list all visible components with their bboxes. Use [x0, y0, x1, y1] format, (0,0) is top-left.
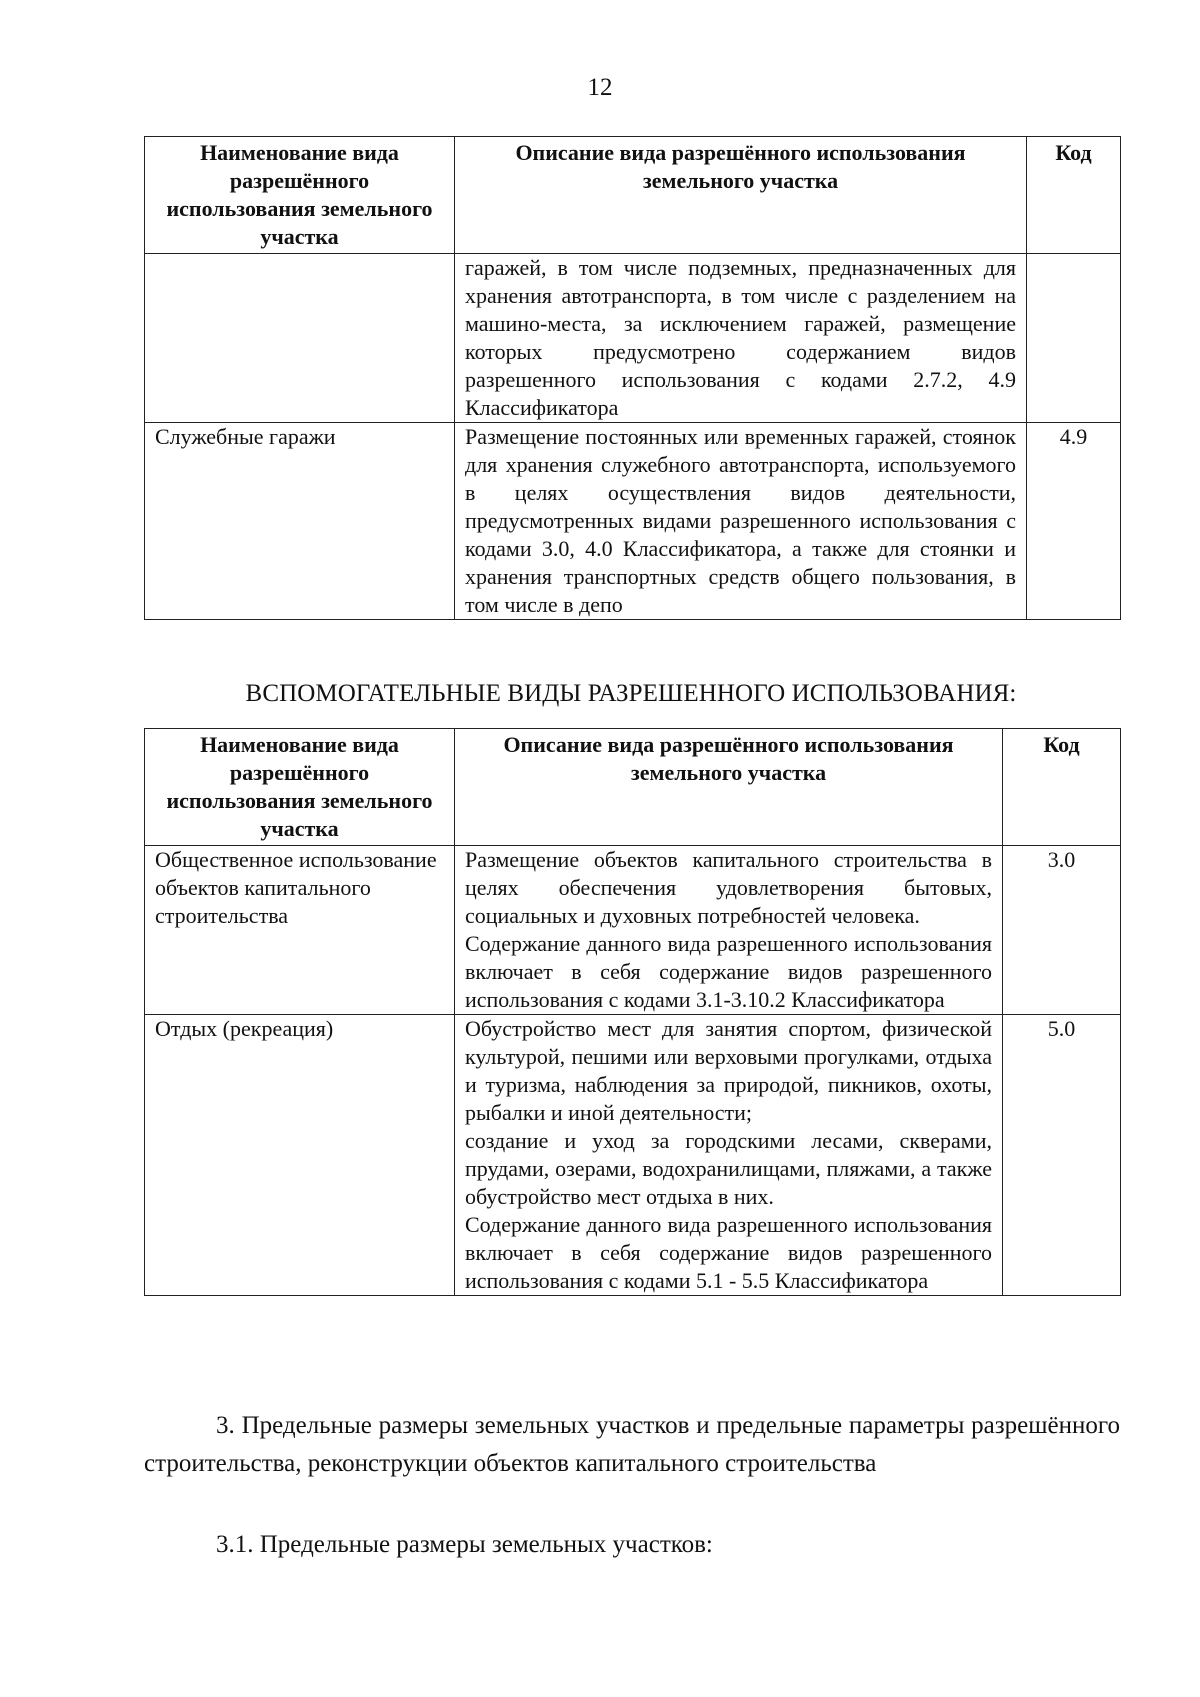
row-name — [145, 254, 455, 423]
section-heading: ВСПОМОГАТЕЛЬНЫЕ ВИДЫ РАЗРЕШЕННОГО ИСПОЛЬЗОВАНИЯ: — [245, 680, 1017, 707]
header-code: Код — [1003, 729, 1121, 846]
row-description — [455, 254, 1027, 423]
table-row — [145, 846, 1121, 1015]
row-name: Общественное использование объектов капитального строительства — [145, 846, 455, 1015]
description-paragraph: Размещение постоянных или временных гаражей, стоянок для хранения служебного автотранспорта, используемого в целях осуществления видов деятельности, предусмотренных видами разрешенного использования с кодами 3.0, 4.0 Классификатора, а также для стоянки и хранения транспортных средств общего пользования, в том числе в депо — [465, 424, 1016, 617]
row-code: 4.9 — [1027, 423, 1121, 620]
row-description — [455, 846, 1003, 1015]
table-header-row — [145, 729, 1121, 846]
paragraph-limit-sizes-heading: 3. Предельные размеры земельных участков и предельные параметры разрешённого строительства, реконструкции объектов капитального строительства — [144, 1412, 1120, 1477]
table-row — [145, 423, 1121, 620]
header-name: Наименование вида разрешённого использования земельного участка — [145, 137, 455, 254]
row-code: 3.0 — [1003, 846, 1121, 1015]
description-paragraph: Обустройство мест для занятия спортом, физической культурой, пешими или верховыми прогулками, отдыха и туризма, наблюдения за природой, пикников, охоты, рыбалки и иной деятельности; — [465, 1016, 992, 1125]
permitted-use-table-main — [144, 136, 1121, 620]
description-paragraph: Содержание данного вида разрешенного использования включает в себя содержание видов разрешенного использования с кодами 5.1 - 5.5 Классификатора — [465, 1212, 992, 1293]
description-paragraph: гаражей, в том числе подземных, предназначенных для хранения автотранспорта, в том числе с разделением на машино-места, за исключением гаражей, размещение которых предусмотрено содержанием видов разрешенного использования с кодами 2.7.2, 4.9 Классификатора — [465, 255, 1016, 420]
table-row — [145, 254, 1121, 423]
description-paragraph: создание и уход за городскими лесами, скверами, прудами, озерами, водохранилищами, пляжами, а также обустройство мест отдыха в них. — [465, 1128, 992, 1209]
row-description — [455, 423, 1027, 620]
table-header-row — [145, 137, 1121, 254]
header-code: Код — [1027, 137, 1121, 254]
row-description — [455, 1015, 1003, 1296]
description-paragraph: Размещение объектов капитального строительства в целях обеспечения удовлетворения бытовых, социальных и духовных потребностей человека. — [465, 847, 992, 928]
permitted-use-table-auxiliary — [144, 728, 1121, 1296]
paragraph-land-plot-sizes: 3.1. Предельные размеры земельных участков: — [216, 1531, 713, 1558]
header-name: Наименование вида разрешённого использования земельного участка — [145, 729, 455, 846]
row-code — [1027, 254, 1121, 423]
header-description: Описание вида разрешённого использования земельного участка — [455, 729, 1003, 846]
page-number: 12 — [587, 74, 613, 101]
row-code: 5.0 — [1003, 1015, 1121, 1296]
table-row — [145, 1015, 1121, 1296]
row-name: Служебные гаражи — [145, 423, 455, 620]
header-description: Описание вида разрешённого использования земельного участка — [455, 137, 1027, 254]
row-name: Отдых (рекреация) — [145, 1015, 455, 1296]
description-paragraph: Содержание данного вида разрешенного использования включает в себя содержание видов разрешенного использования с кодами 3.1-3.10.2 Классификатора — [465, 931, 992, 1012]
